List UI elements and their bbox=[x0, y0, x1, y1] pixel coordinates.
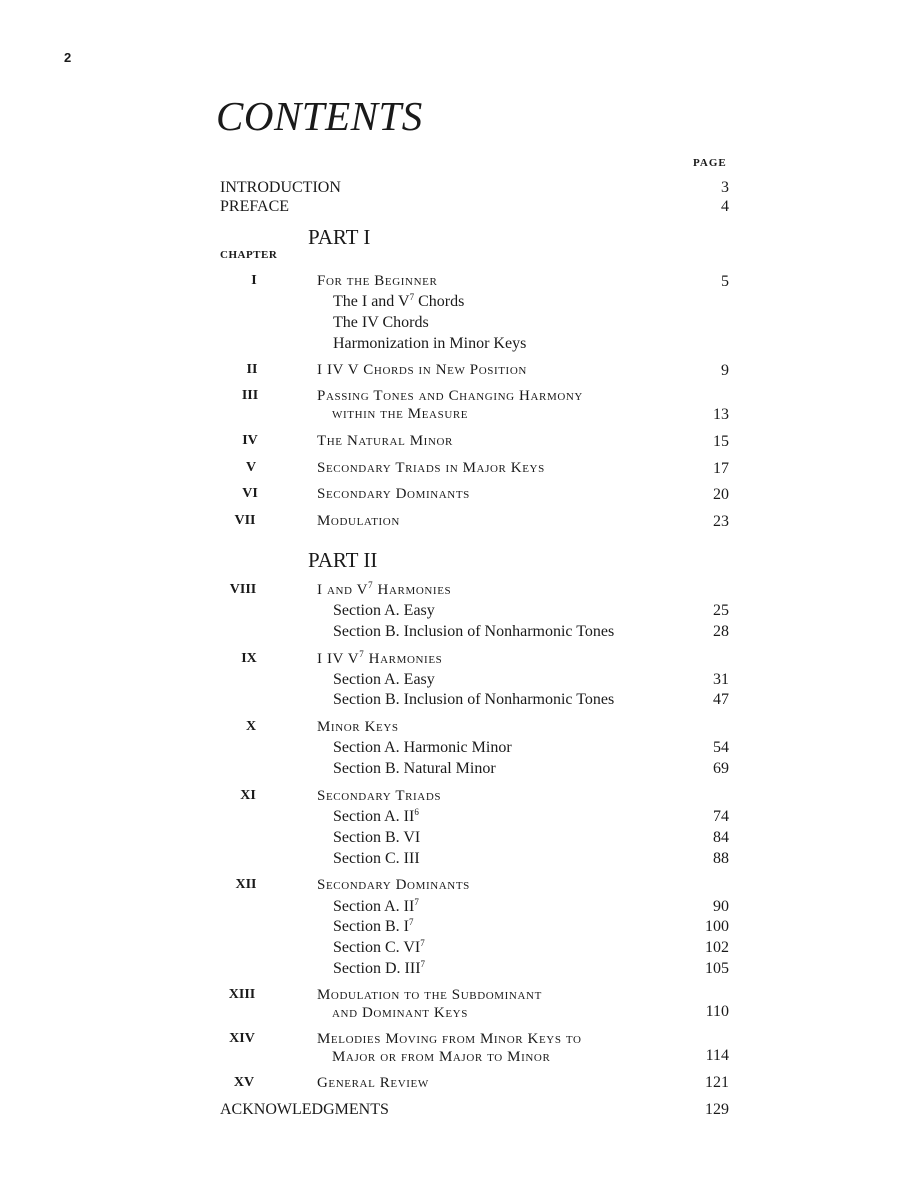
part-heading: PART I bbox=[308, 225, 371, 249]
chapter-title: The Natural Minor bbox=[317, 433, 453, 449]
section-page: 28 bbox=[713, 623, 729, 640]
section-page: 69 bbox=[713, 760, 729, 777]
chapter-numeral: XIII bbox=[228, 987, 256, 1002]
chapter-page: 5 bbox=[721, 273, 729, 290]
chapter-numeral: I bbox=[251, 273, 257, 288]
section-entry: Section A. Easy bbox=[333, 602, 435, 619]
section-entry: Section A. Harmonic Minor bbox=[333, 739, 512, 756]
chapter-column-header: CHAPTER bbox=[220, 249, 278, 261]
chapter-title-continued: within the Measure bbox=[332, 406, 469, 422]
section-entry: Section B. Inclusion of Nonharmonic Tones bbox=[333, 691, 615, 708]
section-page: 54 bbox=[713, 739, 729, 756]
chapter-numeral: VI bbox=[242, 486, 258, 501]
chapter-title: I IV V Chords in New Position bbox=[317, 362, 527, 378]
chapter-title: Secondary Triads in Major Keys bbox=[317, 460, 545, 476]
chapter-subtopic: Harmonization in Minor Keys bbox=[333, 335, 527, 352]
chapter-title: I and $V^7$ Harmonies bbox=[317, 580, 452, 598]
section-entry: Section D. III$^7$ bbox=[333, 959, 426, 977]
toc-entry-introduction: INTRODUCTION bbox=[220, 179, 341, 196]
chapter-title: Minor Keys bbox=[317, 719, 399, 735]
part-heading: PART II bbox=[308, 548, 378, 572]
chapter-subtopic: The I and $V^7$ Chords bbox=[333, 292, 465, 310]
chapter-title: Modulation to the Subdominant bbox=[317, 987, 542, 1003]
section-entry: Section B. Natural Minor bbox=[333, 760, 496, 777]
chapter-page: 23 bbox=[713, 513, 729, 530]
toc-entry-preface: PREFACE bbox=[220, 198, 290, 215]
chapter-numeral: XII bbox=[235, 877, 257, 892]
chapter-title: Modulation bbox=[317, 513, 400, 529]
chapter-numeral: II bbox=[246, 362, 258, 377]
chapter-title: Passing Tones and Changing Harmony bbox=[317, 388, 583, 404]
chapter-title: Secondary Dominants bbox=[317, 486, 470, 502]
chapter-page: 9 bbox=[721, 362, 729, 379]
section-entry: Section C. $VI^7$ bbox=[333, 938, 425, 956]
chapter-numeral: III bbox=[241, 388, 259, 403]
section-page: 102 bbox=[705, 939, 729, 956]
chapter-title: Melodies Moving from Minor Keys to bbox=[317, 1031, 582, 1047]
toc-entry-preface-page: 4 bbox=[721, 198, 729, 215]
section-entry: Section B. $I^7$ bbox=[333, 917, 414, 935]
section-entry: Section A. $II^7$ bbox=[333, 897, 419, 915]
chapter-subtopic: The IV Chords bbox=[333, 314, 429, 331]
chapter-title-continued: Major or from Major to Minor bbox=[332, 1049, 551, 1065]
chapter-title: Secondary Triads bbox=[317, 788, 442, 804]
chapter-title: General Review bbox=[317, 1075, 429, 1091]
chapter-page: 114 bbox=[705, 1047, 729, 1064]
chapter-numeral: XIV bbox=[229, 1031, 255, 1046]
section-entry: Section B. Inclusion of Nonharmonic Tones bbox=[333, 623, 615, 640]
toc-entry-acknowledgments-page: 129 bbox=[705, 1101, 729, 1118]
chapter-title: For the Beginner bbox=[317, 273, 438, 289]
section-page: 47 bbox=[713, 691, 729, 708]
chapter-title: Secondary Dominants bbox=[317, 877, 470, 893]
section-page: 84 bbox=[713, 829, 729, 846]
section-page: 74 bbox=[713, 808, 729, 825]
section-entry: Section B. VI bbox=[333, 829, 421, 846]
chapter-numeral: IX bbox=[241, 651, 257, 666]
section-page: 105 bbox=[705, 960, 729, 977]
chapter-page: 17 bbox=[713, 460, 729, 477]
chapter-numeral: VII bbox=[234, 513, 256, 528]
section-entry: Section A. Easy bbox=[333, 671, 435, 688]
chapter-numeral: VIII bbox=[229, 582, 257, 597]
chapter-numeral: XI bbox=[240, 788, 256, 803]
section-entry: Section A. $II^6$ bbox=[333, 807, 419, 825]
chapter-title-continued: and Dominant Keys bbox=[332, 1005, 468, 1021]
toc-entry-introduction-page: 3 bbox=[721, 179, 729, 196]
section-page: 88 bbox=[713, 850, 729, 867]
section-page: 100 bbox=[705, 918, 729, 935]
chapter-page: 121 bbox=[705, 1074, 729, 1091]
chapter-title: I IV $V^7$ Harmonies bbox=[317, 649, 443, 667]
chapter-numeral: X bbox=[245, 719, 257, 734]
chapter-numeral: V bbox=[245, 460, 257, 475]
page-column-header: PAGE bbox=[693, 157, 727, 169]
section-page: 90 bbox=[713, 898, 729, 915]
chapter-page: 13 bbox=[713, 406, 729, 423]
section-page: 31 bbox=[713, 671, 729, 688]
chapter-page: 20 bbox=[713, 486, 729, 503]
chapter-page: 15 bbox=[713, 433, 729, 450]
page-number: 2 bbox=[64, 50, 72, 65]
section-entry: Section C. III bbox=[333, 850, 420, 867]
chapter-page: 110 bbox=[705, 1003, 729, 1020]
page-title: CONTENTS bbox=[216, 93, 423, 139]
section-page: 25 bbox=[713, 602, 729, 619]
chapter-numeral: XV bbox=[233, 1075, 255, 1090]
chapter-numeral: IV bbox=[242, 433, 258, 448]
toc-entry-acknowledgments: ACKNOWLEDGMENTS bbox=[220, 1101, 389, 1118]
